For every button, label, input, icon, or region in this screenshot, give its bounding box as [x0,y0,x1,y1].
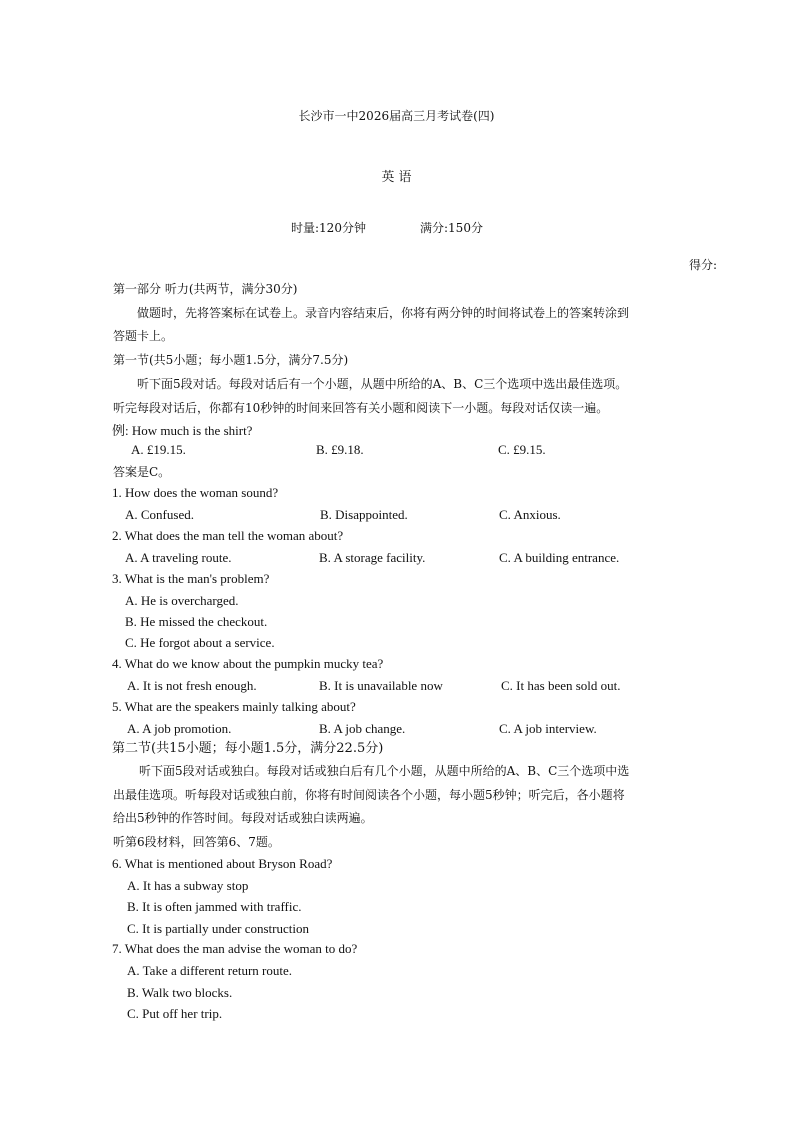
example-question: 例: How much is the shirt? [112,423,253,438]
score-label: 得分: [689,258,718,272]
question-5-option-b: B. A job change. [319,721,406,736]
question-3: 3. What is the man's problem? [112,571,270,586]
section1-directions-line1: 听下面5段对话。每段对话后有一个小题，从题中所给的A、B、C三个选项中选出最佳选项。 [137,377,628,391]
question-1-option-b: B. Disappointed. [320,507,408,522]
question-6-option-a: A. It has a subway stop [127,878,249,893]
question-6-option-b: B. It is often jammed with traffic. [127,899,302,914]
example-option-b: B. £9.18. [316,442,364,457]
question-4-option-b: B. It is unavailable now [319,678,443,693]
question-2-option-b: B. A storage facility. [319,550,426,565]
question-4: 4. What do we know about the pumpkin mucky tea? [112,656,384,671]
question-6: 6. What is mentioned about Bryson Road? [112,856,333,871]
question-2-option-c: C. A building entrance. [499,550,620,565]
example-option-c: C. £9.15. [498,442,546,457]
part1-heading: 第一部分 听力(共两节，满分30分) [113,282,298,296]
section2-directions-line2: 出最佳选项。听每段对话或独白前，你将有时间阅读各个小题，每小题5秒钟；听完后，各小题将 [113,788,625,802]
question-3-option-c: C. He forgot about a service. [125,635,275,650]
part1-instruction-line2: 答题卡上。 [113,329,174,343]
question-1: 1. How does the woman sound? [112,485,279,500]
question-7-option-a: A. Take a different return route. [127,963,293,978]
section2-heading: 第二节(共15小题；每小题1.5分，满分22.5分) [112,741,384,756]
question-7: 7. What does the man advise the woman to do? [112,941,358,956]
question-7-option-b: B. Walk two blocks. [127,985,233,1000]
question-4-option-c: C. It has been sold out. [501,678,621,693]
example-answer: 答案是C。 [113,465,171,479]
question-1-option-a: A. Confused. [125,507,194,522]
section1-heading: 第一节(共5小题；每小题1.5分，满分7.5分) [113,353,349,367]
full-score: 满分:150分 [420,221,483,235]
section2-directions-line3: 给出5秒钟的作答时间。每段对话或独白读两遍。 [113,811,373,825]
question-3-option-b: B. He missed the checkout. [125,614,268,629]
question-7-option-c: C. Put off her trip. [127,1006,223,1021]
question-2-option-a: A. A traveling route. [125,550,232,565]
section2-directions-line1: 听下面5段对话或独白。每段对话或独白后有几个小题，从题中所给的A、B、C三个选项中选 [139,764,630,778]
part1-instruction-line1: 做题时，先将答案标在试卷上。录音内容结束后，你将有两分钟的时间将试卷上的答案转涂到 [137,306,630,320]
question-5-option-c: C. A job interview. [499,721,597,736]
question-4-option-a: A. It is not fresh enough. [127,678,257,693]
question-5-option-a: A. A job promotion. [127,721,232,736]
material-note: 听第6段材料，回答第6、7题。 [113,835,280,849]
exam-time: 时量:120分钟 [291,221,366,235]
section1-directions-line2: 听完每段对话后，你都有10秒钟的时间来回答有关小题和阅读下一小题。每段对话仅读一遍。 [113,401,609,415]
exam-title: 长沙市一中2026届高三月考试卷(四) [298,109,495,123]
question-6-option-c: C. It is partially under construction [127,921,309,936]
subject-title: 英 语 [381,170,412,185]
question-1-option-c: C. Anxious. [499,507,561,522]
question-2: 2. What does the man tell the woman about? [112,528,344,543]
question-3-option-a: A. He is overcharged. [125,593,239,608]
example-option-a: A. £19.15. [131,442,186,457]
question-5: 5. What are the speakers mainly talking about? [112,699,356,714]
